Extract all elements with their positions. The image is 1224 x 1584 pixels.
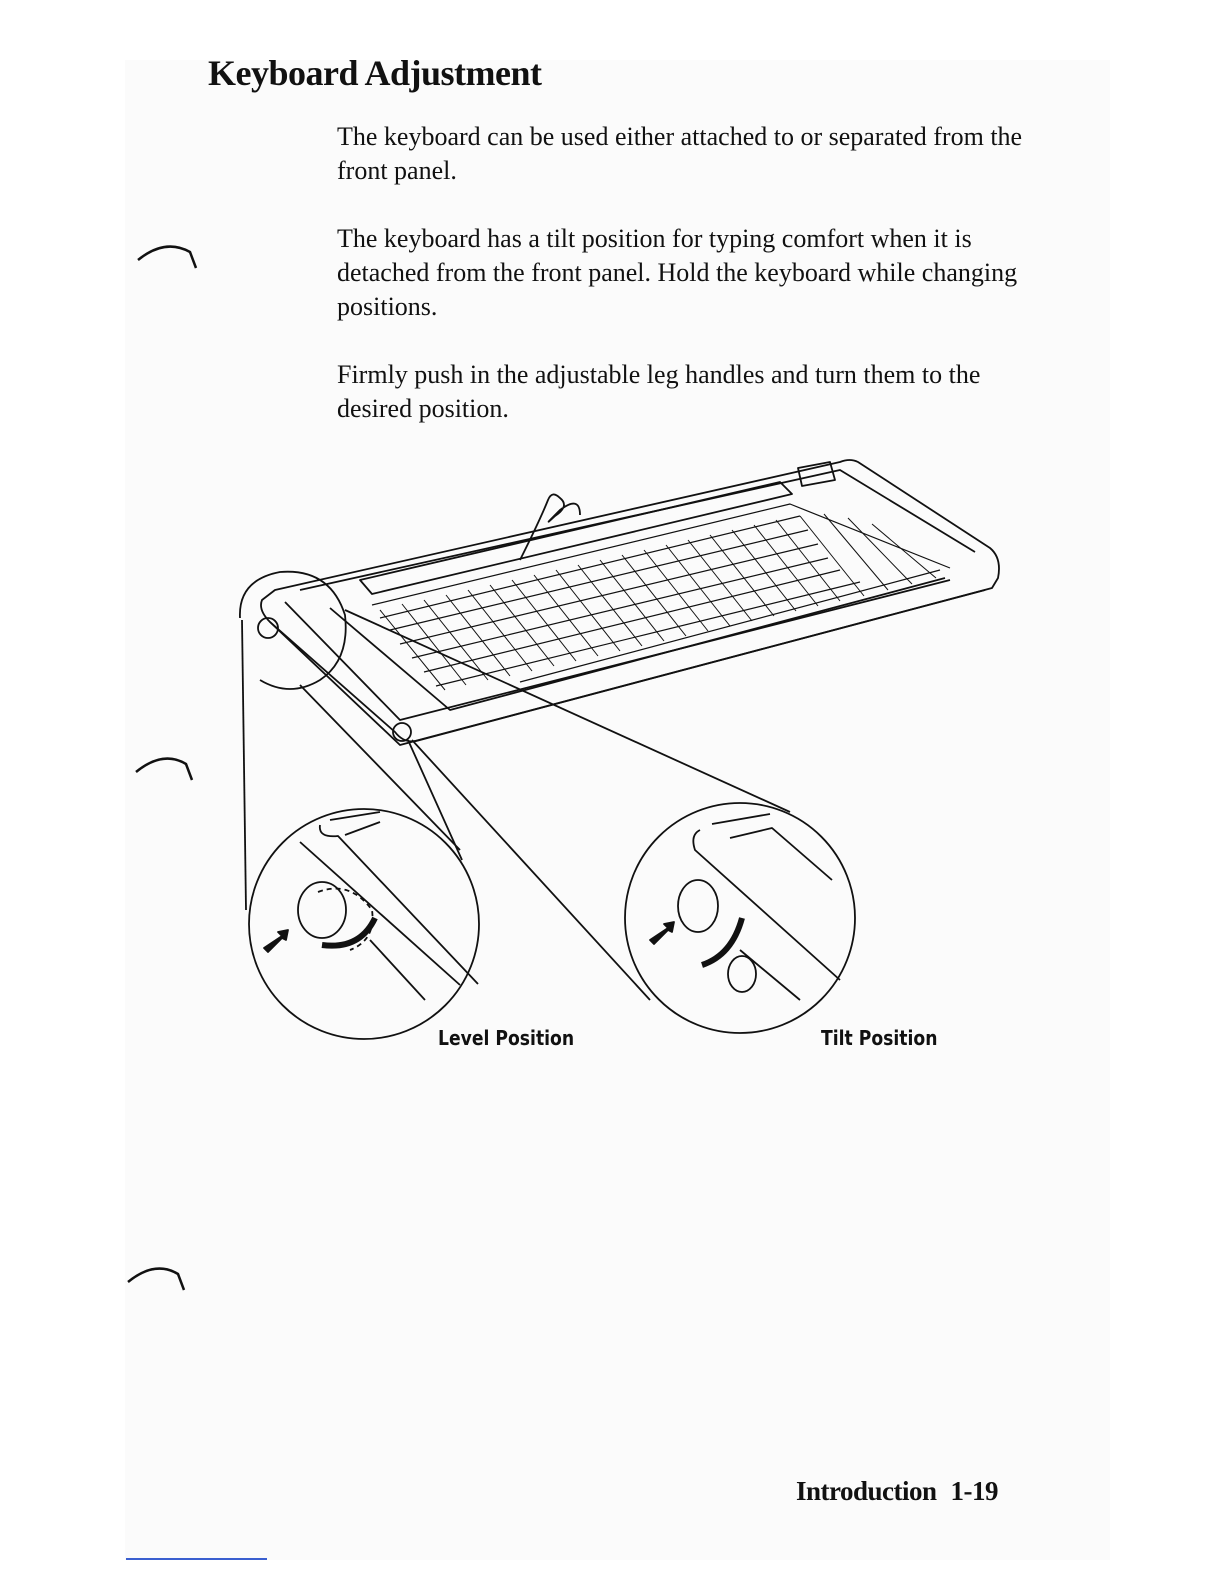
- footer-section: Introduction: [796, 1476, 937, 1506]
- page-number: 1-19: [950, 1476, 999, 1506]
- keyboard-body: [261, 460, 999, 745]
- keyboard-illustration: [0, 440, 1224, 1080]
- page-title: Keyboard Adjustment: [208, 53, 542, 93]
- tilt-position-detail: [625, 803, 855, 1033]
- bottom-rule: [126, 1558, 267, 1560]
- paragraph-leg-handles: Firmly push in the adjustable leg handles and turn them to the desired position.: [337, 360, 981, 423]
- caption-level-position: Level Position: [438, 1026, 575, 1050]
- binder-hole-mark: [130, 238, 200, 278]
- paragraph-attachment: The keyboard can be used either attached to or separated from the front panel.: [337, 122, 1023, 185]
- page-footer: [796, 1476, 998, 1507]
- level-position-detail: [249, 809, 479, 1039]
- binder-hole-mark: [122, 1258, 192, 1298]
- paragraph-tilt: The keyboard has a tilt position for typing comfort when it is detached from the front panel. Hold the keyboard while changing positions.: [337, 224, 1018, 321]
- caption-tilt-position: Tilt Position: [821, 1026, 938, 1050]
